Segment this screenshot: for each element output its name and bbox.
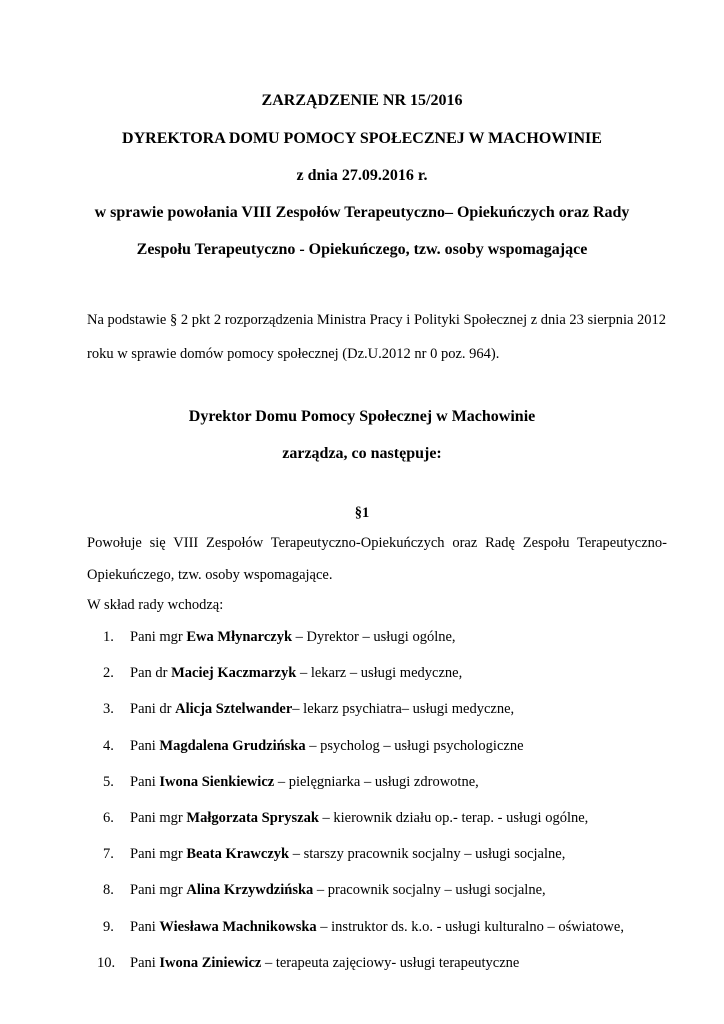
member-name: Iwona Ziniewicz	[159, 954, 262, 971]
list-item: 7. Pani mgr Beata Krawczyk – starszy pracownik socjalny – usługi socjalne,	[103, 846, 566, 863]
list-item: 5. Pani Iwona Sienkiewicz – pielęgniarka – usługi zdrowotne,	[103, 773, 479, 790]
member-name: Małgorzata Spryszak	[186, 809, 319, 826]
members-list	[97, 623, 624, 985]
section-paragraph	[87, 526, 673, 622]
member-name: Alina Krzywdzińska	[186, 882, 314, 899]
member-name: Beata Krawczyk	[186, 846, 290, 863]
document-title: ZARZĄDZENIE NR 15/2016	[261, 92, 463, 109]
section-paragraph-line-1-text: Powołuje się VIII Zespołów Terapeutyczno-Opiekuńczych oraz Radę Zespołu Terapeutyczno-	[87, 535, 667, 551]
list-item: 10. Pani Iwona Ziniewicz – terapeuta zajęciowy- usługi terapeutyczne	[97, 954, 520, 971]
member-name: Ewa Młynarczyk	[186, 629, 293, 645]
subject-line-1: w sprawie powołania VIII Zespołów Terapeutyczno– Opiekuńczych oraz Rady	[94, 204, 630, 221]
section-paragraph-line-2: Opiekuńczego, tzw. osoby wspomagające.	[87, 567, 333, 583]
issuer-line: DYREKTORA DOMU POMOCY SPOŁECZNEJ W MACHOWINIE	[122, 130, 602, 147]
legal-basis	[87, 303, 673, 371]
decree-line-2: zarządza, co następuje:	[282, 445, 442, 462]
list-item: 3. Pani dr Alicja Sztelwander– lekarz psychiatra– usługi medyczne,	[103, 701, 515, 718]
list-item: 2. Pan dr Maciej Kaczmarzyk – lekarz – usługi medyczne,	[103, 665, 463, 682]
members-intro: W skład rady wchodzą:	[87, 597, 224, 613]
list-item: 6. Pani mgr Małgorzata Spryszak – kierownik działu op.- terap. - usługi ogólne,	[103, 809, 589, 826]
section-heading: §1	[354, 505, 370, 521]
list-item: 1. Pani mgr Ewa Młynarczyk – Dyrektor – usługi ogólne,	[103, 629, 456, 645]
member-name: Wiesława Machnikowska	[159, 918, 317, 935]
member-name: Alicja Sztelwander	[175, 701, 293, 718]
legal-basis-line-2: roku w sprawie domów pomocy społecznej (Dz.U.2012 nr 0 poz. 964).	[87, 346, 500, 362]
legal-basis-line-1: Na podstawie § 2 pkt 2 rozporządzenia Ministra Pracy i Polityki Społecznej z dnia 23 sierpnia 2012	[87, 312, 667, 328]
member-name: Maciej Kaczmarzyk	[171, 665, 297, 682]
list-item: 8. Pani mgr Alina Krzywdzińska – pracownik socjalny – usługi socjalne,	[103, 882, 546, 899]
member-name: Magdalena Grudzińska	[159, 737, 306, 754]
date-line: z dnia 27.09.2016 r.	[296, 167, 428, 184]
section-paragraph-line-1	[87, 526, 673, 560]
member-name: Iwona Sienkiewicz	[159, 773, 275, 790]
list-item: 4. Pani Magdalena Grudzińska – psycholog – usługi psychologiczne	[103, 737, 524, 754]
decree-line-1: Dyrektor Domu Pomocy Społecznej w Machowinie	[188, 408, 536, 425]
subject-line-2: Zespołu Terapeutyczno - Opiekuńczego, tzw. osoby wspomagające	[136, 241, 588, 258]
list-item: 9. Pani Wiesława Machnikowska – instruktor ds. k.o. - usługi kulturalno – oświatowe,	[103, 918, 624, 935]
